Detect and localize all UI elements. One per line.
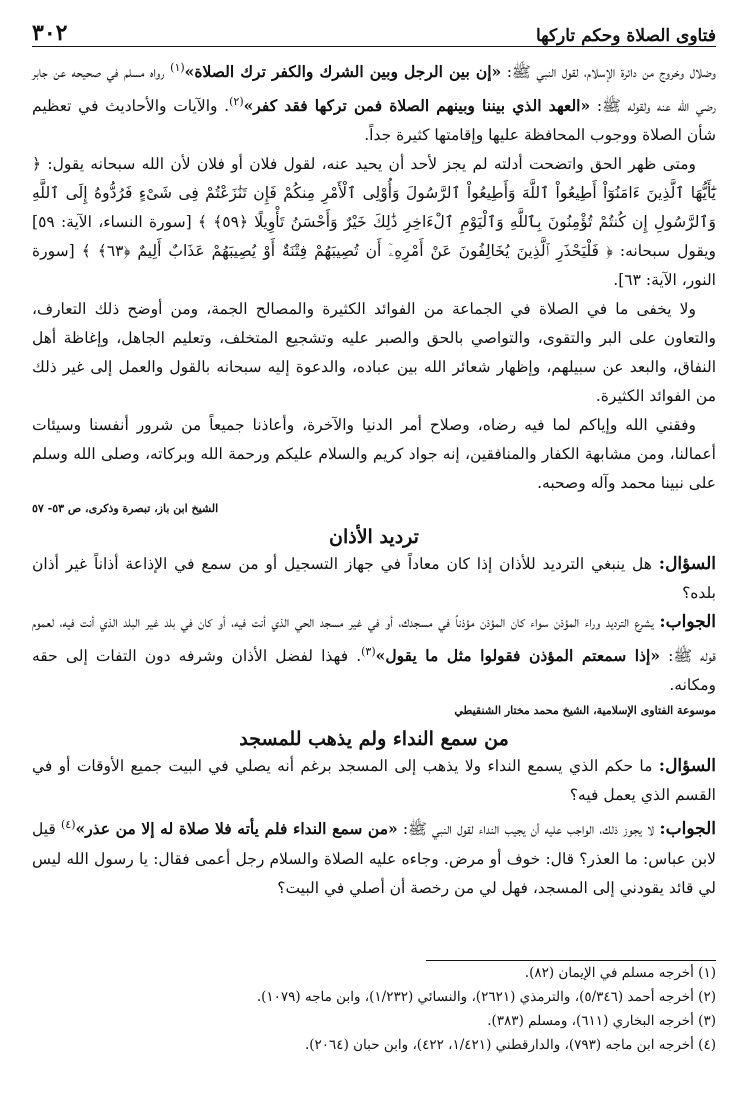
page-number: ٣٠٢	[32, 20, 68, 46]
footnote-ref: (٤)	[60, 818, 76, 832]
running-title: فتاوى الصلاة وحكم تاركها	[535, 26, 716, 46]
paragraph-2	[32, 150, 716, 295]
quran-verse: ﴿ فَلْيَحْذَرِ ٱلَّذِينَ يُخَالِفُونَ عَنْ أَمْرِهِۦٓ أَن تُصِيبَهُمْ فِتْنَةٌ أَوْ يُصِيبَهُمْ عَذَابٌ أَلِيمٌ ﴿٦٣﴾ ﴾	[81, 242, 613, 261]
text-run: . فهذا لفضل الأذان وشرفه دون التفات إلى حقه ومكانه.	[32, 647, 716, 695]
question-text: ما حكم الذي يسمع النداء ولا يذهب إلى المسجد برغم أنه يصلي في البيت جميع الأوقات أو في القسم الذي يعمل فيه؟	[32, 757, 716, 805]
hadith-quote: «العهد الذي بيننا وبينهم الصلاة فمن تركها فقد كفر»	[243, 96, 591, 116]
footnote-item: (٣) أخرجه البخاري (٦١١)، ومسلم (٣٨٣).	[487, 1013, 716, 1029]
question-label: السؤال:	[658, 554, 716, 575]
footnote-item: (١) أخرجه مسلم في الإيمان (٨٢).	[524, 965, 716, 981]
text-run: يشرع الترديد وراء المؤذن سواء كان المؤذن مؤذناً في مسجدك، أو في غير مسجد الحي الذي أنت فيه، أو كان في بلد غير البلد الذي أنت فيه، لعموم قوله ﷺ:	[32, 613, 716, 666]
hadith-quote: «إن بين الرجل وبين الشرك والكفر ترك الصلاة»	[184, 62, 502, 82]
source-citation: الشيخ ابن باز، تبصرة وذكرى، ص ٥٣- ٥٧	[32, 502, 219, 516]
answer-label: الجواب:	[659, 819, 716, 840]
question-paragraph	[32, 752, 716, 810]
question-paragraph	[32, 550, 716, 608]
answer-paragraph	[32, 608, 716, 700]
footnote-item: (٢) أخرجه أحمد (٥/٣٤٦)، والترمذي (٢٦٢١)، والنسائي (١/٢٣٢)، وابن ماجه (١٠٧٩).	[256, 989, 716, 1005]
hadith-quote: «إذا سمعتم المؤذن فقولوا مثل ما يقول»	[375, 646, 661, 666]
section-title: ترديد الأذان	[329, 526, 419, 549]
answer-label: الجواب:	[659, 612, 716, 633]
page-header	[32, 0, 716, 47]
question-text: هل ينبغي الترديد للأذان إذا كان معاداً في جهاز التسجيل أو من سمع في الإذاعة أذاناً غير أذان بلده؟	[32, 555, 716, 603]
footnote-item: (٤) أخرجه ابن ماجه (٧٩٣)، والدارقطني (١/٤٢١، ٤٢٢)، وابن حبان (٢٠٦٤).	[304, 1037, 716, 1053]
verse-reference: [سورة النساء، الآية: ٥٩]	[32, 213, 198, 232]
text-run: لا يجوز ذلك، الواجب عليه أن يجيب النداء لقول النبي ﷺ:	[397, 820, 660, 839]
section-title: من سمع النداء ولم يذهب للمسجد	[239, 728, 509, 751]
text-run: ومتى ظهر الحق واتضحت أدلته لم يجز لأحد أن يحيد عنه، لقول فلان أو فلان لأن الله سبحانه يقول:	[41, 155, 696, 174]
text-run: . والآيات والأحاديث في تعظيم شأن الصلاة ووجوب المحافظة عليها وإقامتها كثيرة جداً.	[32, 97, 716, 145]
footnote-ref: (٢)	[229, 95, 244, 109]
text-run: رواه مسلم في صحيحه عن جابر رضي الله عنه ولقوله ﷺ:	[32, 63, 716, 116]
answer-paragraph	[32, 810, 716, 902]
text-run: وضلال وخروج من دائرة الإسلام، لقول النبي ﷺ:	[501, 63, 716, 82]
verse-reference: [سورة النور، الآية: ٦٣].	[32, 242, 716, 290]
source-citation: موسوعة الفتاوى الإسلامية، الشيخ محمد مختار الشنقيطي	[454, 704, 716, 718]
hadith-quote: «من سمع النداء فلم يأته فلا صلاة له إلا من عذر»	[75, 819, 398, 839]
footnotes	[32, 960, 716, 1057]
text-run: قيل لابن عباس: ما العذر؟ قال: خوف أو مرض. وجاءه عليه الصلاة والسلام رجل أعمى فقال: يا رسول الله ليس لي قائد يقودني إلى المسجد، فهل لي من رخصة أن أصلي في البيت؟	[32, 820, 717, 897]
question-label: السؤال:	[658, 756, 716, 777]
footnote-ref: (١)	[170, 61, 185, 74]
quran-verse: ﴿ يَٰٓأَيُّهَا ٱلَّذِينَ ءَامَنُوٓاْ أَطِيعُواْ ٱللَّهَ وَأَطِيعُواْ ٱلرَّسُولَ وَأُوْلِى ٱلْأَمْرِ مِنكُمْ فَإِن تَنَٰزَعْتُمْ فِى شَىْءٍ فَرُدُّوهُ إِلَى ٱللَّهِ وَٱلرَّسُولِ إِن كُنتُمْ تُؤْمِنُونَ بِٱللَّهِ وَٱلْيَوْمِ ٱلْءَاخِرِ ذَٰلِكَ خَيْرٌ وَأَحْسَنُ تَأْوِيلًا ﴿٥٩﴾ ﴾	[32, 155, 716, 232]
paragraph-3: ولا يخفى ما في الصلاة في الجماعة من الفوائد الكثيرة والمصالح الجمة، ومن أوضح ذلك التعارف، والتعاون على البر والتقوى، والتواصي بالحق والصبر عليه وتشجيع المتخلف، وتعليم الجاهل، وإغاظة أهل النفاق، والبعد عن سبيلهم، وإظهار شعائر الله بين عباده، والدعوة إليه سبحانه بالقول والعمل إلى غير ذلك من الفوائد الكثيرة.	[32, 300, 716, 406]
footnote-ref: (٣)	[361, 645, 376, 659]
text-run: ويقول سبحانه:	[612, 242, 716, 261]
paragraph-1	[32, 53, 716, 150]
paragraph-4: وفقني الله وإياكم لما فيه رضاه، وصلاح أمر الدنيا والآخرة، وأعاذنا جميعاً من شرور أنفسنا وسيئات أعمالنا، ومن مشابهة الكفار والمنافقين، إنه جواد كريم والسلام عليكم ورحمة الله وبركاته، وصلى الله وسلم على نبينا محمد وآله وصحبه.	[32, 416, 716, 493]
